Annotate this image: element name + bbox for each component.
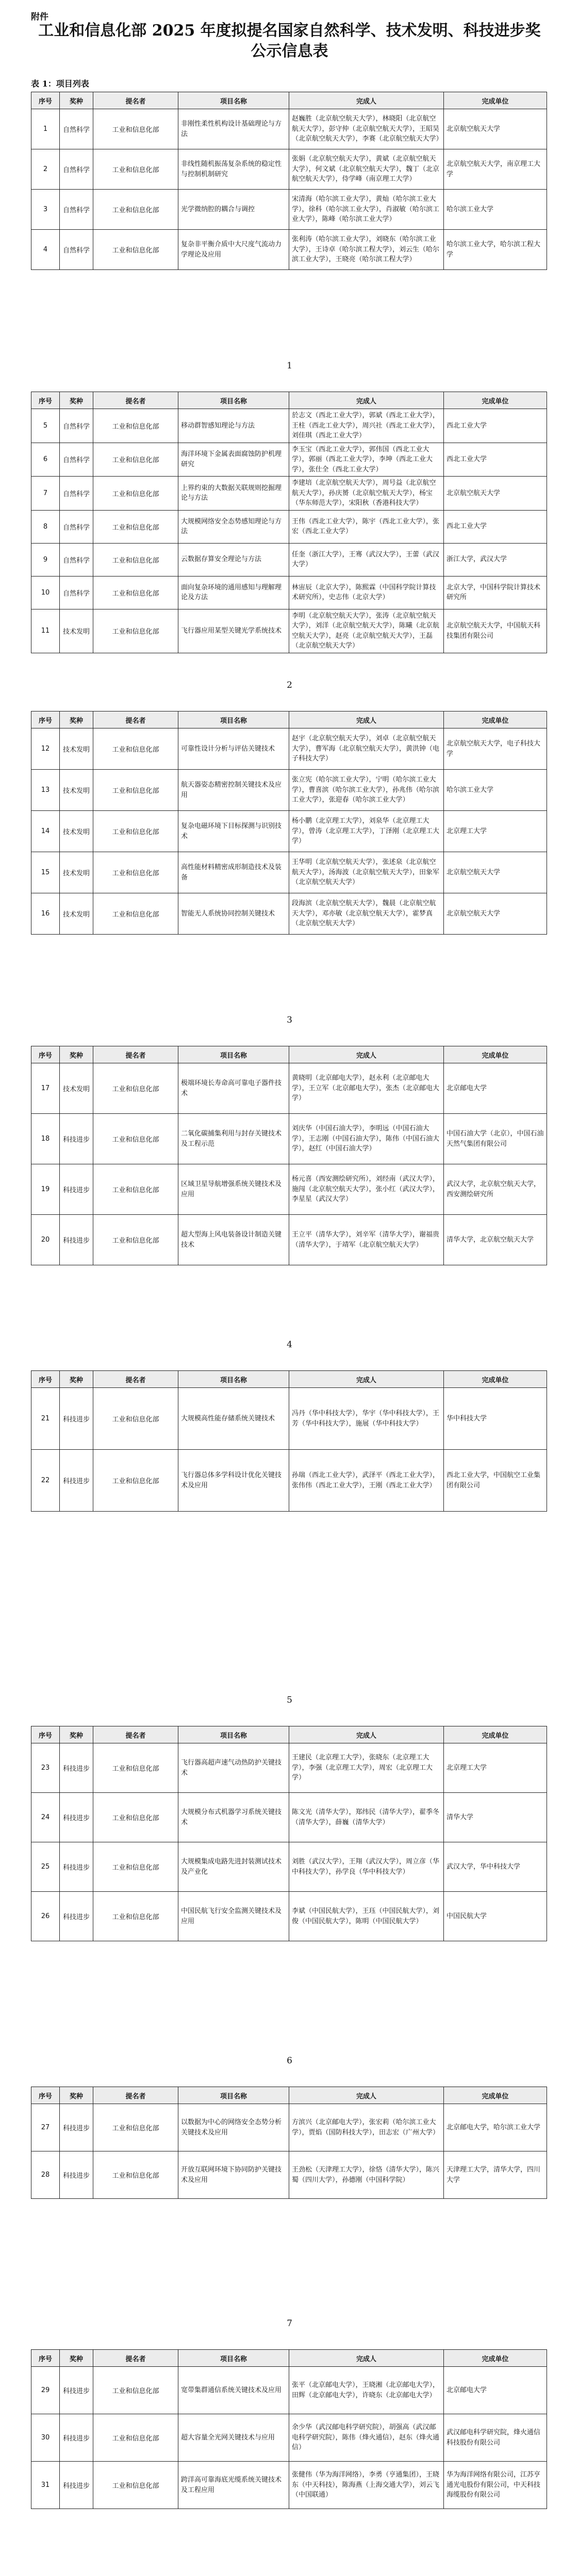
cell-award: 自然科学: [60, 443, 93, 477]
cell-project: 光学微纳腔的耦合与调控: [178, 190, 289, 230]
cell-no: 7: [31, 477, 60, 511]
cell-nominator: 工业和信息化部: [93, 510, 178, 543]
cell-units: 北京航空航天大学: [444, 477, 547, 511]
cell-units: 北京邮电大学，哈尔滨工业大学: [444, 2104, 547, 2151]
cell-nominator: 工业和信息化部: [93, 1743, 178, 1793]
cell-no: 20: [31, 1215, 60, 1265]
column-header: 奖种: [60, 392, 93, 409]
cell-no: 1: [31, 109, 60, 149]
cell-nominator: 工业和信息化部: [93, 852, 178, 893]
cell-nominator: 工业和信息化部: [93, 149, 178, 190]
table-row: [31, 2462, 547, 2509]
cell-nominator: 工业和信息化部: [93, 770, 178, 811]
cell-award: 自然科学: [60, 230, 93, 270]
cell-nominator: 工业和信息化部: [93, 1892, 178, 1941]
page-number: 6: [287, 2056, 292, 2066]
cell-no: 22: [31, 1450, 60, 1512]
cell-project: 上界约束的大数据关联规则挖掘理论与方法: [178, 477, 289, 511]
column-header: 提名者: [93, 1371, 178, 1388]
column-header: 完成人: [289, 1726, 444, 1743]
cell-people: 李明（北京航空航天大学），张涛（北京航空航天大学），刘洋（北京航空航天大学），陈曦（北京航空航天大学），赵亮（北京航空航天大学），王磊（北京航空航天大学）: [289, 609, 444, 653]
table-header-row: [31, 392, 547, 409]
cell-units: 北京邮电大学: [444, 1063, 547, 1114]
cell-units: 西北工业大学: [444, 443, 547, 477]
cell-nominator: 工业和信息化部: [93, 1164, 178, 1215]
table-row: [31, 728, 547, 770]
column-header: 序号: [31, 392, 60, 409]
table-row: [31, 770, 547, 811]
cell-no: 21: [31, 1388, 60, 1450]
cell-no: 14: [31, 811, 60, 852]
cell-no: 9: [31, 543, 60, 576]
cell-people: 张利涛（哈尔滨工业大学），刘晓东（哈尔滨工业大学），王诗卓（哈尔滨工程大学），刘云生（哈尔滨工业大学），王晓亮（哈尔滨工程大学）: [289, 230, 444, 270]
page-number: 2: [287, 680, 292, 690]
cell-no: 5: [31, 409, 60, 443]
cell-nominator: 工业和信息化部: [93, 1388, 178, 1450]
cell-project: 可靠性设计分析与评估关键技术: [178, 728, 289, 770]
cell-award: 自然科学: [60, 543, 93, 576]
project-table-page-1: [31, 92, 547, 270]
cell-project: 海洋环境下金属表面腐蚀防护机理研究: [178, 443, 289, 477]
cell-nominator: 工业和信息化部: [93, 2367, 178, 2414]
table-row: [31, 190, 547, 230]
cell-award: 技术发明: [60, 609, 93, 653]
cell-award: 科技进步: [60, 2462, 93, 2509]
cell-award: 技术发明: [60, 852, 93, 893]
cell-no: 30: [31, 2414, 60, 2462]
column-header: 完成人: [289, 392, 444, 409]
cell-award: 自然科学: [60, 477, 93, 511]
cell-people: 刘胜（武汉大学），王翔（武汉大学），周立彦（华中科技大学），孙学良（华中科技大学）: [289, 1842, 444, 1892]
table-row: [31, 576, 547, 609]
table-row: [31, 1450, 547, 1512]
cell-nominator: 工业和信息化部: [93, 728, 178, 770]
cell-units: 哈尔滨工业大学，哈尔滨工程大学: [444, 230, 547, 270]
cell-people: 方滨兴（北京邮电大学），张宏莉（哈尔滨工业大学），贾焰（国防科技大学），田志宏（广州大学）: [289, 2104, 444, 2151]
cell-units: 中国石油大学（北京），中国石油天然气集团有限公司: [444, 1114, 547, 1164]
column-header: 完成人: [289, 1371, 444, 1388]
cell-project: 区域卫星导航增强系统关键技术及应用: [178, 1164, 289, 1215]
cell-award: 科技进步: [60, 1114, 93, 1164]
column-header: 项目名称: [178, 1726, 289, 1743]
cell-nominator: 工业和信息化部: [93, 2462, 178, 2509]
table-row: [31, 230, 547, 270]
cell-award: 技术发明: [60, 770, 93, 811]
cell-units: 浙江大学，武汉大学: [444, 543, 547, 576]
cell-people: 段海滨（北京航空航天大学），魏晨（北京航空航天大学），邓亦敏（北京航空航天大学），霍梦真（北京航空航天大学）: [289, 893, 444, 935]
project-table-page-7: [31, 2087, 547, 2199]
column-header: 项目名称: [178, 392, 289, 409]
cell-no: 15: [31, 852, 60, 893]
column-header: 序号: [31, 1046, 60, 1063]
page-number: 4: [287, 1340, 292, 1350]
cell-project: 开放互联网环境下协同防护关键技术及应用: [178, 2151, 289, 2199]
cell-nominator: 工业和信息化部: [93, 2104, 178, 2151]
cell-no: 27: [31, 2104, 60, 2151]
cell-nominator: 工业和信息化部: [93, 609, 178, 653]
cell-award: 科技进步: [60, 1450, 93, 1512]
cell-no: 18: [31, 1114, 60, 1164]
cell-no: 19: [31, 1164, 60, 1215]
page-number: 5: [287, 1695, 292, 1705]
table-row: [31, 477, 547, 511]
cell-no: 10: [31, 576, 60, 609]
table-row: [31, 893, 547, 935]
table-row: [31, 1164, 547, 1215]
cell-nominator: 工业和信息化部: [93, 443, 178, 477]
cell-nominator: 工业和信息化部: [93, 2151, 178, 2199]
page-number: 3: [287, 1015, 292, 1025]
cell-units: 武汉大学，北京航空航天大学，西安测绘研究所: [444, 1164, 547, 1215]
column-header: 项目名称: [178, 2087, 289, 2104]
cell-people: 李建培（北京航空航天大学），周号益（北京航空航天大学），孙庆赟（北京航空航天大学），杨宝（华东师范大学），宋阳秋（香港科技大学）: [289, 477, 444, 511]
table-row: [31, 543, 547, 576]
cell-units: 西北工业大学，中国航空工业集团有限公司: [444, 1450, 547, 1512]
column-header: 项目名称: [178, 1371, 289, 1388]
page-number: 1: [287, 361, 292, 371]
cell-people: 於志文（西北工业大学），郭斌（西北工业大学），王柱（西北工业大学），周兴社（西北工业大学），刘佳琪（西北工业大学）: [289, 409, 444, 443]
cell-award: 科技进步: [60, 2151, 93, 2199]
column-header: 提名者: [93, 1726, 178, 1743]
cell-project: 飞行器应用某型关键光学系统技术: [178, 609, 289, 653]
column-header: 序号: [31, 711, 60, 728]
cell-project: 超大型海上风电装备设计制造关键技术: [178, 1215, 289, 1265]
cell-project: 大规模集成电路先进封装测试技术及产业化: [178, 1842, 289, 1892]
cell-units: 华中科技大学: [444, 1388, 547, 1450]
cell-people: 王华明（北京航空航天大学），张述泉（北京航空航天大学），汤海波（北京航空航天大学），田象军（北京航空航天大学）: [289, 852, 444, 893]
cell-nominator: 工业和信息化部: [93, 1450, 178, 1512]
cell-units: 北京大学，中国科学院计算技术研究所: [444, 576, 547, 609]
cell-people: 杨小鹏（北京理工大学），刘泉华（北京理工大学），曾涛（北京理工大学），丁泽刚（北京理工大学）: [289, 811, 444, 852]
cell-people: 林宙辰（北京大学），陈熙霖（中国科学院计算技术研究所），史志伟（北京大学）: [289, 576, 444, 609]
column-header: 完成人: [289, 92, 444, 109]
cell-award: 科技进步: [60, 1793, 93, 1842]
cell-project: 极端环境长寿命高可靠电子器件技术: [178, 1063, 289, 1114]
cell-nominator: 工业和信息化部: [93, 477, 178, 511]
table-row: [31, 109, 547, 149]
cell-project: 复杂电磁环境下目标探测与识别技术: [178, 811, 289, 852]
cell-award: 科技进步: [60, 1892, 93, 1941]
cell-award: 科技进步: [60, 1842, 93, 1892]
cell-project: 云数据存算安全理论与方法: [178, 543, 289, 576]
cell-nominator: 工业和信息化部: [93, 1842, 178, 1892]
cell-people: 李玉宝（西北工业大学），郭伟国（西北工业大学），郭丽（西北工业大学），李坤（西北工业大学），张仕全（西北工业大学）: [289, 443, 444, 477]
column-header: 完成人: [289, 711, 444, 728]
cell-no: 8: [31, 510, 60, 543]
cell-units: 中国民航大学: [444, 1892, 547, 1941]
project-table-page-5: [31, 1370, 547, 1512]
table-header-row: [31, 92, 547, 109]
cell-no: 6: [31, 443, 60, 477]
column-header: 项目名称: [178, 1046, 289, 1063]
cell-units: 天津理工大学，清华大学，四川大学: [444, 2151, 547, 2199]
project-table-page-4: [31, 1046, 547, 1265]
table-row: [31, 2104, 547, 2151]
cell-people: 赵巍胜（北京航空航天大学），林晓阳（北京航空航天大学），彭守仲（北京航空航天大学），王昭昊（北京航空航天大学），李赛（北京航空航天大学）: [289, 109, 444, 149]
cell-no: 25: [31, 1842, 60, 1892]
column-header: 提名者: [93, 92, 178, 109]
cell-nominator: 工业和信息化部: [93, 576, 178, 609]
table-row: [31, 149, 547, 190]
cell-nominator: 工业和信息化部: [93, 543, 178, 576]
cell-units: 西北工业大学: [444, 510, 547, 543]
cell-project: 宽带集群通信系统关键技术及应用: [178, 2367, 289, 2414]
cell-nominator: 工业和信息化部: [93, 1215, 178, 1265]
cell-units: 武汉大学，华中科技大学: [444, 1842, 547, 1892]
cell-project: 以数据为中心的网络安全态势分析关键技术及应用: [178, 2104, 289, 2151]
cell-award: 自然科学: [60, 149, 93, 190]
cell-project: 面向复杂环境的通用感知与理解理论及方法: [178, 576, 289, 609]
column-header: 提名者: [93, 2087, 178, 2104]
column-header: 奖种: [60, 1371, 93, 1388]
attachment-label: 附件: [31, 12, 48, 22]
table-row: [31, 1215, 547, 1265]
cell-units: 北京邮电大学: [444, 2367, 547, 2414]
cell-people: 张平（北京邮电大学），王晓湘（北京邮电大学），田辉（北京邮电大学），许晓东（北京邮电大学）: [289, 2367, 444, 2414]
cell-award: 自然科学: [60, 190, 93, 230]
cell-no: 11: [31, 609, 60, 653]
column-header: 完成单位: [444, 2350, 547, 2367]
cell-people: 杨元喜（西安测绘研究所），刘经南（武汉大学），施闯（北京航空航天大学），张小红（武汉大学），李星星（武汉大学）: [289, 1164, 444, 1215]
cell-award: 技术发明: [60, 728, 93, 770]
table-header-row: [31, 711, 547, 728]
table-row: [31, 1892, 547, 1941]
column-header: 项目名称: [178, 92, 289, 109]
column-header: 完成单位: [444, 1371, 547, 1388]
column-header: 完成单位: [444, 2087, 547, 2104]
cell-units: 清华大学: [444, 1793, 547, 1842]
cell-people: 王建民（北京理工大学），张晓东（北京理工大学），李强（北京理工大学），周宏（北京理工大学）: [289, 1743, 444, 1793]
project-table-page-8: [31, 2349, 547, 2509]
cell-people: 张立宪（哈尔滨工业大学），宁明（哈尔滨工业大学），曹喜滨（哈尔滨工业大学），孙兆伟（哈尔滨工业大学），张迎春（哈尔滨工业大学）: [289, 770, 444, 811]
column-header: 奖种: [60, 2350, 93, 2367]
column-header: 项目名称: [178, 2350, 289, 2367]
cell-project: 超大容量全光网关键技术与应用: [178, 2414, 289, 2462]
cell-nominator: 工业和信息化部: [93, 893, 178, 935]
cell-project: 航天器姿态精密控制关键技术及应用: [178, 770, 289, 811]
cell-units: 武汉邮电科学研究院，烽火通信科技股份有限公司: [444, 2414, 547, 2462]
cell-units: 华为海洋网络有限公司，江苏亨通光电股份有限公司，中天科技海缆股份有限公司: [444, 2462, 547, 2509]
cell-no: 24: [31, 1793, 60, 1842]
project-table-page-6: [31, 1726, 547, 1941]
cell-nominator: 工业和信息化部: [93, 1114, 178, 1164]
cell-people: 张娟（北京航空航天大学），黄斌（北京航空航天大学），何文斌（北京航空航天大学），魏丁（北京航空航天大学），侍学峰（南京理工大学）: [289, 149, 444, 190]
table-row: [31, 2414, 547, 2462]
cell-award: 自然科学: [60, 576, 93, 609]
cell-award: 技术发明: [60, 1063, 93, 1114]
cell-award: 科技进步: [60, 2414, 93, 2462]
cell-project: 智能无人系统协同控制关键技术: [178, 893, 289, 935]
cell-award: 科技进步: [60, 1388, 93, 1450]
column-header: 完成人: [289, 2087, 444, 2104]
cell-no: 31: [31, 2462, 60, 2509]
cell-no: 4: [31, 230, 60, 270]
cell-nominator: 工业和信息化部: [93, 409, 178, 443]
cell-project: 复杂非平衡介质中大尺度气流动力学理论及应用: [178, 230, 289, 270]
cell-units: 清华大学，北京航空航天大学: [444, 1215, 547, 1265]
cell-nominator: 工业和信息化部: [93, 1063, 178, 1114]
cell-no: 3: [31, 190, 60, 230]
column-header: 完成单位: [444, 711, 547, 728]
table-row: [31, 1114, 547, 1164]
cell-units: 北京航空航天大学: [444, 109, 547, 149]
cell-project: 大规模高性能存储系统关键技术: [178, 1388, 289, 1450]
cell-no: 29: [31, 2367, 60, 2414]
document-title-line-1: 工业和信息化部 2025 年度拟提名国家自然科学、技术发明、科技进步奖: [38, 22, 541, 40]
cell-no: 13: [31, 770, 60, 811]
cell-award: 科技进步: [60, 2104, 93, 2151]
column-header: 奖种: [60, 2087, 93, 2104]
column-header: 提名者: [93, 2350, 178, 2367]
table-row: [31, 1743, 547, 1793]
cell-people: 冯丹（华中科技大学），华宇（华中科技大学），王芳（华中科技大学），施展（华中科技大学）: [289, 1388, 444, 1450]
cell-award: 自然科学: [60, 409, 93, 443]
cell-nominator: 工业和信息化部: [93, 2414, 178, 2462]
table-row: [31, 811, 547, 852]
table-header-row: [31, 1726, 547, 1743]
cell-project: 飞行器总体多学科设计优化关键技术及应用: [178, 1450, 289, 1512]
cell-people: 赵宇（北京航空航天大学），刘卓（北京航空航天大学），曹军海（北京航空航天大学），黄洪钟（电子科技大学）: [289, 728, 444, 770]
table-row: [31, 852, 547, 893]
column-header: 序号: [31, 92, 60, 109]
cell-award: 科技进步: [60, 1743, 93, 1793]
page-number: 7: [287, 2318, 292, 2329]
column-header: 序号: [31, 2350, 60, 2367]
cell-award: 科技进步: [60, 2367, 93, 2414]
column-header: 完成人: [289, 2350, 444, 2367]
cell-units: 北京航空航天大学，南京理工大学: [444, 149, 547, 190]
cell-project: 大规模网络安全态势感知理论与方法: [178, 510, 289, 543]
cell-nominator: 工业和信息化部: [93, 109, 178, 149]
table-header-row: [31, 2087, 547, 2104]
cell-people: 宋清海（哈尔滨工业大学），黄灿（哈尔滨工业大学），徐科（哈尔滨工业大学），肖淑敏（哈尔滨工业大学），陈峰（哈尔滨工业大学）: [289, 190, 444, 230]
table-row: [31, 510, 547, 543]
cell-award: 自然科学: [60, 510, 93, 543]
column-header: 奖种: [60, 1726, 93, 1743]
cell-project: 非刚性柔性机构设计基础理论与方法: [178, 109, 289, 149]
cell-people: 张健伟（华为海洋网络），李勇（亨通集团），王晓东（中天科技），陈海燕（上海交通大学），刘云飞（中国联通）: [289, 2462, 444, 2509]
cell-no: 2: [31, 149, 60, 190]
cell-award: 自然科学: [60, 109, 93, 149]
cell-units: 哈尔滨工业大学: [444, 190, 547, 230]
cell-project: 中国民航飞行安全监测关键技术及应用: [178, 1892, 289, 1941]
cell-people: 王劲松（天津理工大学），徐恪（清华大学），陈兴蜀（四川大学），孙德刚（中国科学院）: [289, 2151, 444, 2199]
cell-project: 跨洋高可靠海底光缆系统关键技术及工程应用: [178, 2462, 289, 2509]
column-header: 完成单位: [444, 92, 547, 109]
cell-units: 北京航空航天大学，电子科技大学: [444, 728, 547, 770]
project-table-page-3: [31, 711, 547, 935]
table-caption: 表 1：项目列表: [31, 79, 89, 89]
project-table-page-2: [31, 392, 547, 653]
cell-project: 飞行器高超声速气动热防护关键技术: [178, 1743, 289, 1793]
table-row: [31, 1842, 547, 1892]
table-header-row: [31, 1046, 547, 1063]
cell-project: 二氧化碳捕集利用与封存关键技术及工程示范: [178, 1114, 289, 1164]
cell-project: 大规模分布式机器学习系统关键技术: [178, 1793, 289, 1842]
table-row: [31, 1388, 547, 1450]
column-header: 完成单位: [444, 392, 547, 409]
column-header: 奖种: [60, 1046, 93, 1063]
cell-award: 科技进步: [60, 1215, 93, 1265]
cell-award: 技术发明: [60, 811, 93, 852]
cell-no: 26: [31, 1892, 60, 1941]
column-header: 奖种: [60, 711, 93, 728]
column-header: 提名者: [93, 392, 178, 409]
cell-units: 北京理工大学: [444, 1743, 547, 1793]
cell-people: 任奎（浙江大学），王骞（武汉大学），王蕾（武汉大学）: [289, 543, 444, 576]
column-header: 序号: [31, 2087, 60, 2104]
table-row: [31, 443, 547, 477]
column-header: 提名者: [93, 1046, 178, 1063]
cell-units: 北京航空航天大学: [444, 893, 547, 935]
table-row: [31, 2151, 547, 2199]
cell-units: 西北工业大学: [444, 409, 547, 443]
cell-people: 李斌（中国民航大学），王珏（中国民航大学），刘俊（中国民航大学），陈明（中国民航大学）: [289, 1892, 444, 1941]
cell-nominator: 工业和信息化部: [93, 811, 178, 852]
column-header: 提名者: [93, 711, 178, 728]
table-row: [31, 609, 547, 653]
cell-people: 王伟（西北工业大学），陈宇（西北工业大学），张宏（西北工业大学）: [289, 510, 444, 543]
table-row: [31, 1063, 547, 1114]
cell-units: 北京航空航天大学: [444, 852, 547, 893]
cell-project: 非线性随机振荡复杂系统的稳定性与控制机制研究: [178, 149, 289, 190]
cell-units: 北京理工大学: [444, 811, 547, 852]
cell-award: 技术发明: [60, 893, 93, 935]
table-row: [31, 2367, 547, 2414]
cell-no: 17: [31, 1063, 60, 1114]
cell-units: 北京航空航天大学，中国航天科技集团有限公司: [444, 609, 547, 653]
cell-nominator: 工业和信息化部: [93, 230, 178, 270]
table-header-row: [31, 2350, 547, 2367]
column-header: 序号: [31, 1371, 60, 1388]
cell-project: 高性能材料精密成形制造技术及装备: [178, 852, 289, 893]
table-header-row: [31, 1371, 547, 1388]
cell-project: 移动群智感知理论与方法: [178, 409, 289, 443]
cell-people: 刘庆华（中国石油大学），李明远（中国石油大学），王志刚（中国石油大学），陈伟（中国石油大学），赵红（中国石油大学）: [289, 1114, 444, 1164]
table-row: [31, 1793, 547, 1842]
cell-no: 12: [31, 728, 60, 770]
cell-no: 23: [31, 1743, 60, 1793]
cell-people: 孙瑞（西北工业大学），武泽平（西北工业大学），张伟伟（西北工业大学），王刚（西北工业大学）: [289, 1450, 444, 1512]
cell-people: 余少华（武汉邮电科学研究院），胡强高（武汉邮电科学研究院），陈伟（烽火通信），赵东（烽火通信）: [289, 2414, 444, 2462]
cell-people: 王立平（清华大学），刘辛军（清华大学），谢福贵（清华大学），于靖军（北京航空航天大学）: [289, 1215, 444, 1265]
column-header: 奖种: [60, 92, 93, 109]
column-header: 项目名称: [178, 711, 289, 728]
column-header: 完成单位: [444, 1726, 547, 1743]
cell-no: 28: [31, 2151, 60, 2199]
column-header: 完成单位: [444, 1046, 547, 1063]
cell-units: 哈尔滨工业大学: [444, 770, 547, 811]
cell-nominator: 工业和信息化部: [93, 190, 178, 230]
cell-people: 陈文光（清华大学），郑纬民（清华大学），翟季冬（清华大学），薛巍（清华大学）: [289, 1793, 444, 1842]
cell-award: 科技进步: [60, 1164, 93, 1215]
document-title-line-2: 公示信息表: [251, 42, 328, 60]
cell-no: 16: [31, 893, 60, 935]
cell-nominator: 工业和信息化部: [93, 1793, 178, 1842]
column-header: 序号: [31, 1726, 60, 1743]
column-header: 完成人: [289, 1046, 444, 1063]
table-row: [31, 409, 547, 443]
cell-people: 黄晓明（北京邮电大学），赵永利（北京邮电大学），王立军（北京邮电大学），张杰（北京邮电大学）: [289, 1063, 444, 1114]
